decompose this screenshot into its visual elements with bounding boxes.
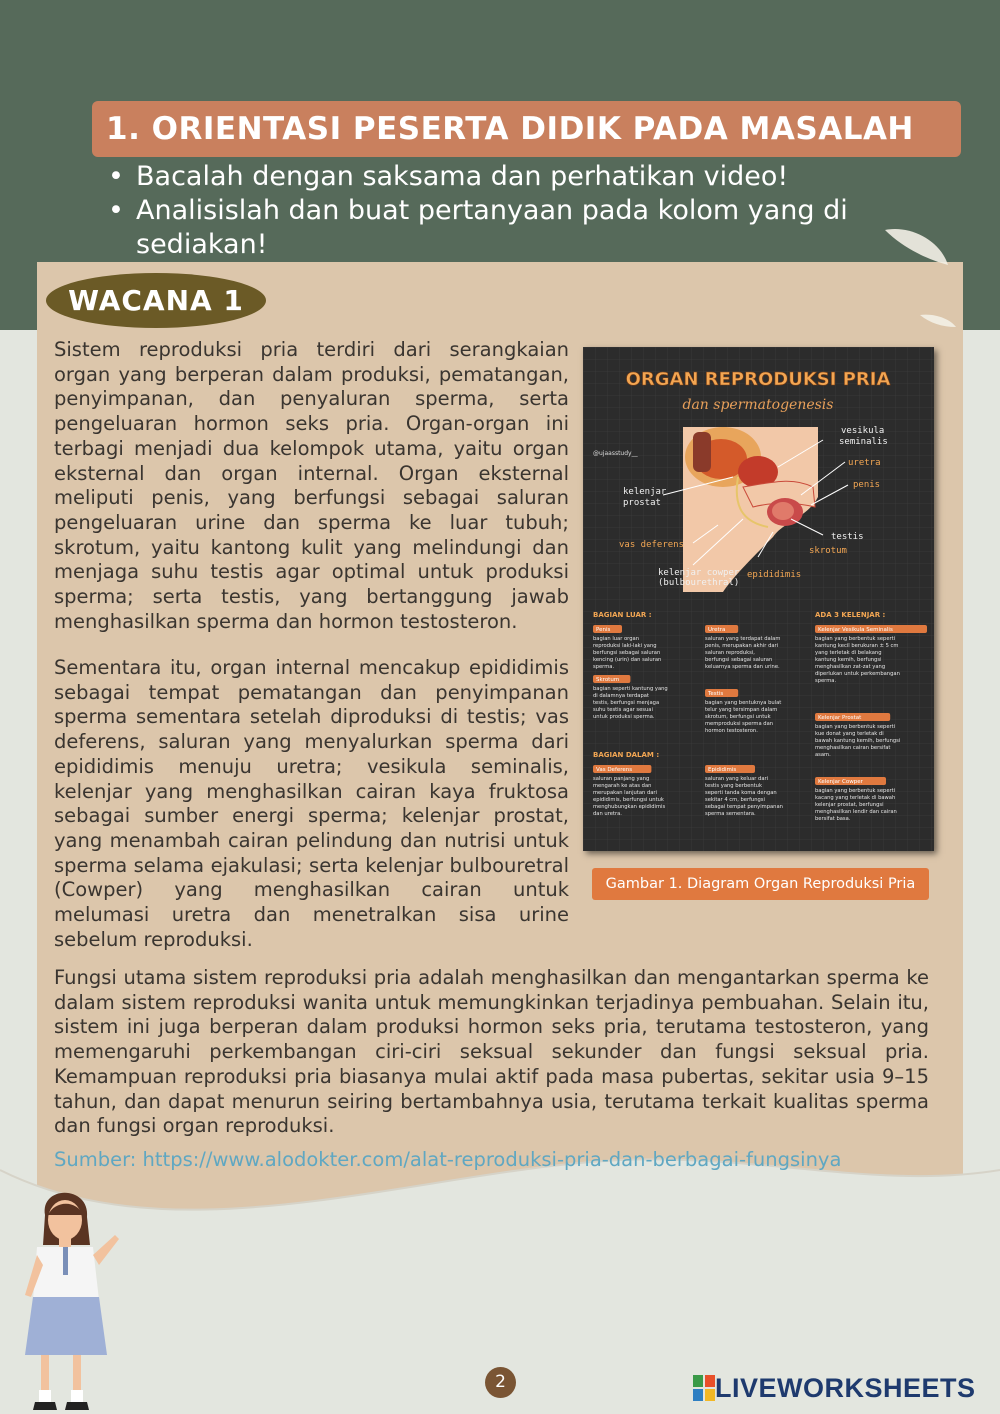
paragraph: Sistem reproduksi pria terdiri dari serangkaian organ yang berperan dalam produksi, pematangan, penyimpanan, dan penyaluran sperma, serta pengeluaran hormon seks pria. Organ-organ ini terbagi menjadi dua kelompok utama, yaitu organ eksternal dan organ internal. Organ eksternal meliputi penis, yang berfungsi sebagai saluran pengeluaran urine dan sperma ke luar tubuh; skrotum, yaitu kantong kulit yang melindungi dan menjaga suhu testis agar optimal untuk produksi sperma; serta testis, yang bertanggung jawab menghasilkan sperma dan hormon testosteron. bbox=[54, 338, 569, 633]
instruction-item: • Bacalah dengan saksama dan perhatikan video! bbox=[108, 160, 908, 194]
section-title: 1. ORIENTASI PESERTA DIDIK PADA MASALAH bbox=[92, 101, 961, 157]
source-link[interactable]: Sumber: https://www.alodokter.com/alat-reproduksi-pria-dan-berbagai-fungsinya bbox=[54, 1148, 842, 1171]
label-epididimis: epididimis bbox=[747, 570, 802, 580]
liveworksheets-logo[interactable] bbox=[693, 1372, 976, 1404]
page-number: 2 bbox=[485, 1367, 516, 1398]
figure-credit: @ujaasstudy__ bbox=[593, 450, 638, 457]
label-testis: testis bbox=[831, 532, 864, 542]
label-vas-deferens: vas deferens bbox=[619, 540, 685, 550]
instruction-item: • Analisislah dan buat pertanyaan pada kolom yang di sediakan! bbox=[108, 194, 908, 262]
card-tag: Epididimis bbox=[708, 767, 737, 773]
liveworksheets-logo-icon bbox=[693, 1375, 715, 1401]
card-text: saluran yang terdapat dalam penis, merupakan akhir dari saluran reproduksi, berfungsi sebagai saluran keluarnya sperma dan urine. bbox=[705, 636, 781, 670]
card-text: bagian luar organ reproduksi laki-laki yang berfungsi sebagai saluran kencing (urin) dan saluran sperma. bbox=[593, 636, 662, 670]
card-tag: Uretra bbox=[708, 627, 726, 633]
card-tag: Kelenjar Vesikula Seminalis bbox=[818, 627, 893, 633]
card-text: bagian yang berbentuk seperti kacang yang terletak di bawah kelenjar prostat, berfungsi menghasilkan lendir dan cairan bersifat basa. bbox=[815, 788, 897, 822]
paragraph: Fungsi utama sistem reproduksi pria adalah menghasilkan dan mengantarkan sperma ke dalam sistem reproduksi wanita untuk memungkinkan terjadinya pembuahan. Selain itu, sistem ini juga berperan dalam produksi hormon seks pria, terutama testosteron, yang memengaruhi perkembangan ciri-ciri seksual sekunder dan fungsi seksual pria. Kemampuan reproduksi pria biasanya mulai aktif pada masa pubertas, sekitar usia 9–15 tahun, dan dapat menurun seiring bertambahnya usia, terutama terkait kualitas sperma dan fungsi organ reproduksi. bbox=[54, 966, 929, 1138]
label-skrotum: skrotum bbox=[809, 546, 847, 556]
figure-subtitle: dan spermatogenesis bbox=[682, 397, 834, 413]
card-tag: Kelenjar Prostat bbox=[818, 715, 862, 721]
section-bagian-luar: BAGIAN LUAR : bbox=[593, 611, 652, 619]
figure-caption: Gambar 1. Diagram Organ Reproduksi Pria bbox=[592, 868, 929, 900]
figure-title: ORGAN REPRODUKSI PRIA bbox=[625, 369, 891, 390]
card-text: saluran panjang yang mengarah ke atas dan merupakan lanjutan dari epididimis, berfungsi untuk menghubungkan epididimis dan uretra. bbox=[593, 776, 666, 817]
card-tag: Testis bbox=[708, 691, 724, 697]
label-prostat: prostat bbox=[623, 498, 661, 508]
label-bulbourethral: (bulbourethral) bbox=[658, 578, 740, 588]
card-text: saluran yang keluar dari testis yang berbentuk seperti tanda koma dengan sekitar 4 cm, berfungsi sebagai tempat penyimpanan sperma sementara. bbox=[705, 776, 783, 817]
section-kelenjar: ADA 3 KELENJAR : bbox=[815, 611, 886, 619]
label-seminalis: seminalis bbox=[839, 437, 888, 447]
card-tag: Kelenjar Cowper bbox=[818, 779, 863, 785]
card-text: bagian yang berbentuk seperti kantung kecil berukuran ± 5 cm yang terletak di belakang kantung kemih, berfungsi menghasilkan zat-zat yang diperlukan untuk perkembangan sperma. bbox=[815, 636, 900, 684]
card-text: bagian yang bentuknya bulat telur yang tersimpan dalam skrotum, berfungsi untuk memproduksi sperma dan hormon testosteron. bbox=[705, 700, 782, 734]
student-illustration bbox=[15, 1185, 125, 1414]
section-bagian-dalam: BAGIAN DALAM : bbox=[593, 751, 660, 759]
label-vesikula: vesikula bbox=[841, 426, 885, 436]
card-tag: Penis bbox=[596, 627, 611, 633]
card-text: bagian seperti kantung yang di dalamnya terdapat testis, berfungsi menjaga suhu testis agar sesuai untuk produksi sperma. bbox=[593, 686, 668, 720]
diagram-svg bbox=[583, 347, 934, 851]
card-text: bagian yang berbentuk seperti kue donat yang terletak di bawah kantung kemih, berfungsi menghasilkan cairan bersifat asam. bbox=[815, 724, 901, 758]
wacana-label: WACANA 1 bbox=[46, 273, 266, 328]
instruction-list bbox=[108, 160, 908, 262]
card-tag: Skrotum bbox=[596, 677, 620, 683]
label-uretra: uretra bbox=[848, 458, 881, 468]
paragraph: Sementara itu, organ internal mencakup epididimis sebagai tempat pematangan dan penyimpanan sperma sementara setelah diproduksi di testis; vas deferens, saluran yang menyalurkan sperma dari epididimis menuju uretra; vesikula seminalis, kelenjar yang menghasilkan cairan kaya fruktosa sebagai sumber energi sperma; kelenjar prostat, yang menambah cairan pelindung dan nutrisi untuk sperma selama ejakulasi; serta kelenjar bulbouretral (Cowper) yang menghasilkan cairan untuk melumasi uretra dan menetralkan sisa urine sebelum reproduksi. bbox=[54, 656, 569, 951]
brand-text: LIVEWORKSHEETS bbox=[715, 1372, 976, 1403]
card-tag: Vas Deferens bbox=[596, 767, 633, 773]
label-cowper: kelenjar cowper bbox=[658, 568, 740, 578]
label-penis: penis bbox=[853, 480, 881, 490]
label-kelenjar: kelenjar bbox=[623, 487, 667, 497]
reproductive-diagram-figure bbox=[583, 347, 934, 851]
